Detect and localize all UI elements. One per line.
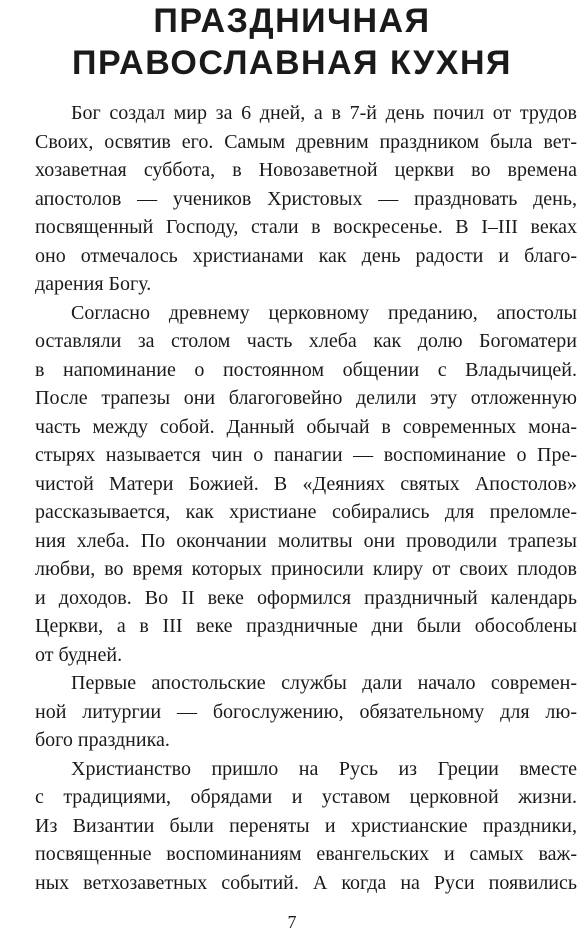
text-line: После трапезы они благоговейно делили эту отложенную <box>35 387 577 409</box>
text-line: стырях называется чин о панагии — воспоминание о Пре- <box>35 444 577 466</box>
text-line: ной литургии — богослужению, обязательному для лю- <box>35 700 577 723</box>
text-line: Церкви, а в III веке праздничные дни были обособлены <box>35 615 577 637</box>
text-line: Бог создал мир за 6 дней, а в 7-й день почил от трудов <box>71 102 577 124</box>
text-line: Из Византии были переняты и христианские праздники, <box>35 814 577 837</box>
text-line: Первые апостольские службы дали начало современ- <box>71 672 577 694</box>
text-line: Своих, освятив его. Самым древним праздником была вет- <box>35 130 577 153</box>
text-line: хозаветная суббота, в Новозаветной церкви во времена <box>35 159 577 181</box>
text-line: любви, во время которых приносили клиру от своих плодов <box>35 558 577 580</box>
body-text <box>35 99 577 897</box>
text-line: чистой Матери Божией. В «Деяниях святых Апостолов» <box>35 472 577 495</box>
text-line: апостолов — учеников Христовых — праздновать день, <box>35 187 577 210</box>
text-line: от будней. <box>35 643 123 666</box>
text-line: бого праздника. <box>35 729 170 751</box>
page-number: 7 <box>287 912 297 932</box>
text-line: Согласно древнему церковному преданию, апостолы <box>71 301 577 324</box>
text-line: посвященные воспоминаниям евангельских и самых важ- <box>35 843 577 865</box>
title-line-1: ПРАЗДНИЧНАЯ <box>153 2 431 40</box>
text-line: оставляли за столом часть хлеба как долю Богоматери <box>35 330 577 352</box>
text-line: с традициями, обрядами и уставом церковной жизни. <box>35 786 577 808</box>
text-line: рассказывается, как христиане собирались для преломле- <box>35 501 577 523</box>
text-line: посвященный Господу, стали в воскресенье. В I–III веках <box>35 216 577 238</box>
text-line: ных ветхозаветных событий. А когда на Руси появились <box>35 871 577 894</box>
text-line: и доходов. Во II веке оформился праздничный календарь <box>35 586 577 609</box>
text-line: Христианство пришло на Русь из Греции вместе <box>71 757 577 780</box>
page-title <box>0 0 584 84</box>
text-line: в напоминание о постоянном общении с Владычицей. <box>35 358 577 381</box>
text-line: часть между собой. Данный обычай в современных мона- <box>35 415 577 438</box>
text-line: ния хлеба. По окончании молитвы они проводили трапезы <box>35 529 577 552</box>
text-line: оно отмечалось христианами как день радости и благо- <box>35 244 577 267</box>
text-line: дарения Богу. <box>35 273 152 295</box>
title-line-2: ПРАВОСЛАВНАЯ КУХНЯ <box>72 44 512 82</box>
